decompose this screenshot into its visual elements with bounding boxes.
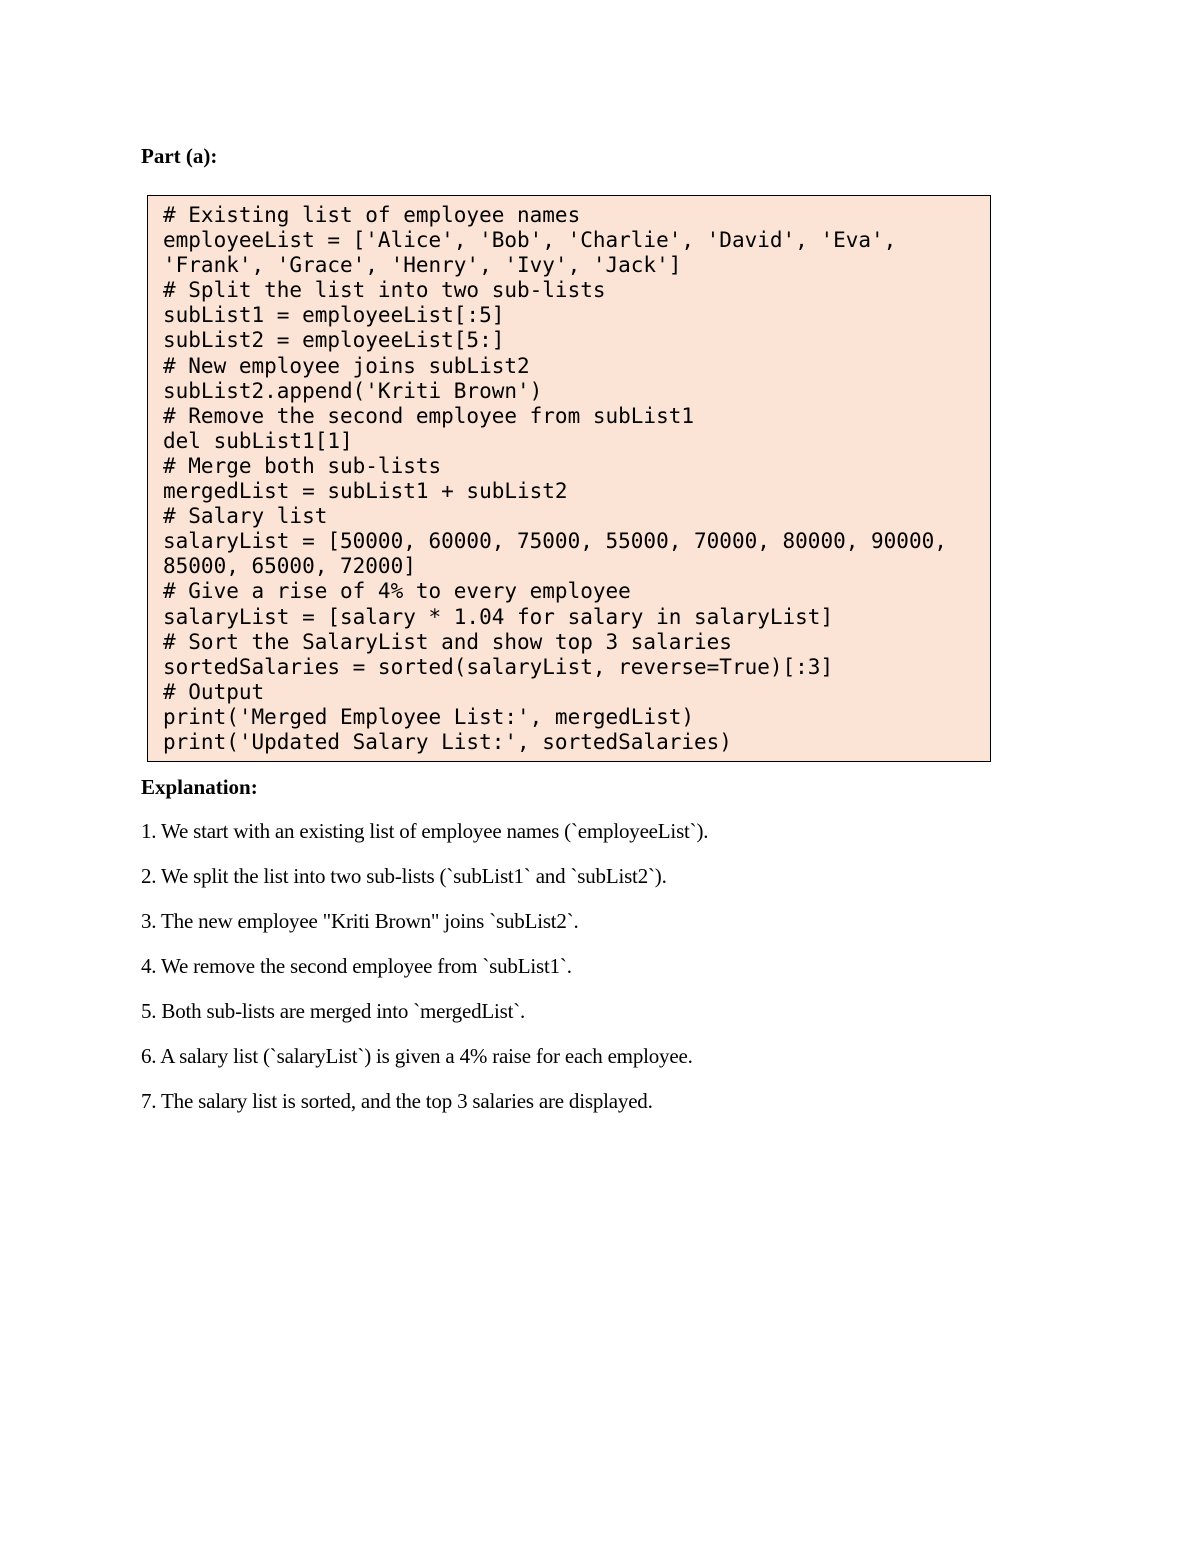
code-line: salaryList = [salary * 1.04 for salary in salaryList]	[163, 604, 834, 629]
explanation-item: 3. The new employee "Kriti Brown" joins `subList2`.	[141, 909, 579, 933]
code-line: subList1 = employeeList[:5]	[163, 303, 505, 328]
code-line: mergedList = subList1 + subList2	[163, 479, 568, 504]
code-line: # Salary list	[163, 504, 328, 529]
code-line: print('Updated Salary List:', sortedSalaries)	[163, 729, 732, 754]
part-heading: Part (a):	[141, 144, 218, 168]
code-line: # Merge both sub-lists	[163, 453, 442, 478]
code-line: del subList1[1]	[163, 428, 353, 453]
explanation-item: 1. We start with an existing list of employee names (`employeeList`).	[141, 819, 709, 843]
code-line: subList2 = employeeList[5:]	[163, 328, 505, 353]
code-line: salaryList = [50000, 60000, 75000, 55000, 70000, 80000, 90000,	[163, 529, 947, 554]
code-line: # Remove the second employee from subList1	[163, 403, 695, 428]
explanation-item: 6. A salary list (`salaryList`) is given a 4% raise for each employee.	[141, 1044, 693, 1068]
explanation-list	[141, 818, 708, 1133]
explanation-item: 2. We split the list into two sub-lists (`subList1` and `subList2`).	[141, 864, 667, 888]
code-line: # New employee joins subList2	[163, 353, 530, 378]
code-line: # Split the list into two sub-lists	[163, 278, 606, 303]
explanation-item: 5. Both sub-lists are merged into `mergedList`.	[141, 999, 526, 1023]
code-line: # Give a rise of 4% to every employee	[163, 579, 631, 604]
code-line: employeeList = ['Alice', 'Bob', 'Charlie', 'David', 'Eva',	[163, 228, 897, 253]
explanation-item: 4. We remove the second employee from `subList1`.	[141, 954, 572, 978]
explanation-heading: Explanation:	[141, 775, 258, 799]
code-line: # Existing list of employee names	[163, 203, 581, 227]
code-line: print('Merged Employee List:', mergedList)	[163, 704, 695, 729]
explanation-item: 7. The salary list is sorted, and the top 3 salaries are displayed.	[141, 1089, 653, 1113]
code-line: 'Frank', 'Grace', 'Henry', 'Ivy', 'Jack']	[163, 253, 682, 278]
code-line: # Sort the SalaryList and show top 3 salaries	[163, 629, 732, 654]
code-line: 85000, 65000, 72000]	[163, 554, 416, 579]
code-line: subList2.append('Kriti Brown')	[163, 378, 543, 403]
code-line: # Output	[163, 679, 265, 704]
code-line: sortedSalaries = sorted(salaryList, reverse=True)[:3]	[163, 654, 834, 679]
code-block	[147, 195, 991, 762]
